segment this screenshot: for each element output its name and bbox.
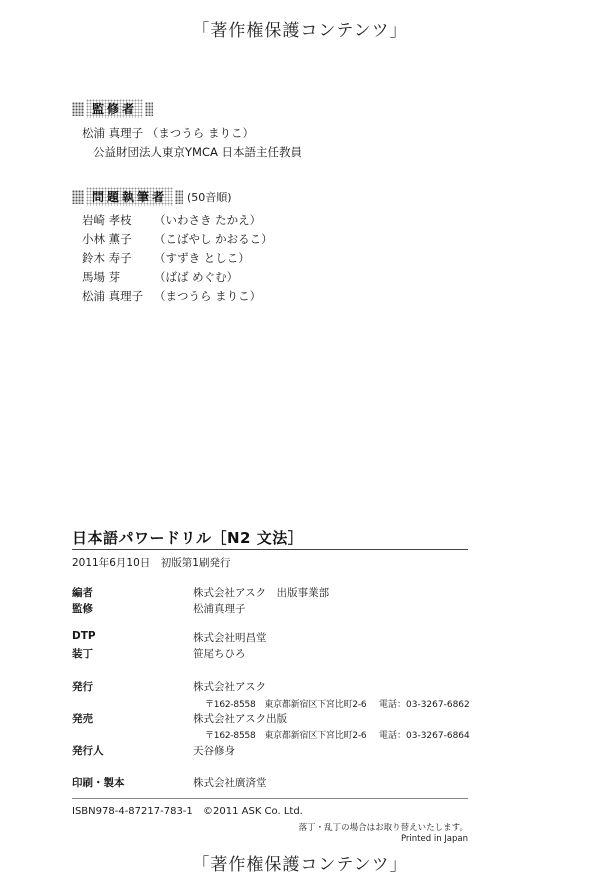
colophon-value: 松浦真理子 [193,603,246,615]
writer-name: 松浦 真理子 [82,289,144,303]
colophon-label: 監修 [72,603,93,615]
colophon-label: 印刷・製本 [72,777,125,789]
writer-kana: （すずき としこ） [154,251,250,265]
printed-in: Printed in Japan [400,834,468,844]
dot-pattern-ornament [175,190,183,204]
colophon-value: 笹尾ちひろ [193,648,246,660]
dot-pattern-ornament [72,102,84,116]
publisher-address: 〒162-8558 東京都新宿区下宮比町2-6 [205,700,367,710]
colophon-value: 株式会社明昌堂 [193,632,267,644]
publisher-tel: 電話：03-3267-6862 [379,700,470,710]
writer-kana: （こばやし かおるこ） [154,232,273,246]
writer-name: 鈴木 寿子 [82,251,132,265]
distributor-tel: 電話：03-3267-6864 [379,731,470,741]
watermark-top: 「著作権保護コンテンツ」 [192,21,408,41]
replacement-notice: 落丁・乱丁の場合はお取り替えいたします。 [298,823,468,833]
colophon-label: DTP [72,630,96,642]
writer-name: 馬場 芽 [82,270,121,284]
writers-label: 問題執筆者 [86,187,173,206]
publication-date: 2011年6月10日 初版第1刷発行 [72,557,231,569]
writer-kana: （ばば めぐむ） [154,270,239,284]
dot-pattern-ornament [72,190,84,204]
copyright: ©2011 ASK Co. Ltd. [203,806,303,817]
writer-name: 小林 薫子 [82,232,132,246]
colophon-value: 株式会社廣済堂 [193,777,267,789]
book-title: 日本語パワードリル［N2 文法］ [72,529,304,547]
distributor-address: 〒162-8558 東京都新宿区下宮比町2-6 [205,731,367,741]
title-rule [72,549,468,550]
colophon-label: 発行 [72,681,93,693]
isbn: ISBN978-4-87217-783-1 [72,806,193,817]
supervisor-affiliation: 公益財団法人東京YMCA 日本語主任教員 [93,145,302,159]
supervisor-name: 松浦 真理子 （まつうら まりこ） [82,126,254,140]
colophon-value: 株式会社アスク [193,681,267,693]
colophon-label: 装丁 [72,648,93,660]
footer-rule [72,798,468,799]
writers-heading [72,187,232,206]
watermark-bottom: 「著作権保護コンテンツ」 [192,855,408,875]
colophon-label: 編者 [72,587,93,599]
colophon-label: 発売 [72,713,93,725]
writer-kana: （いわさき たかえ） [154,213,262,227]
dot-pattern-ornament [145,102,153,116]
order-note: (50音順) [187,190,232,204]
supervisor-heading [72,99,153,118]
writer-name: 岩崎 孝枝 [82,213,132,227]
writer-kana: （まつうら まりこ） [154,289,262,303]
colophon-value: 株式会社アスク出版 [193,713,288,725]
colophon-label: 発行人 [72,745,104,757]
supervisor-label: 監修者 [86,99,143,118]
colophon-value: 天谷修身 [193,745,235,757]
colophon-value: 株式会社アスク 出版事業部 [193,587,330,599]
